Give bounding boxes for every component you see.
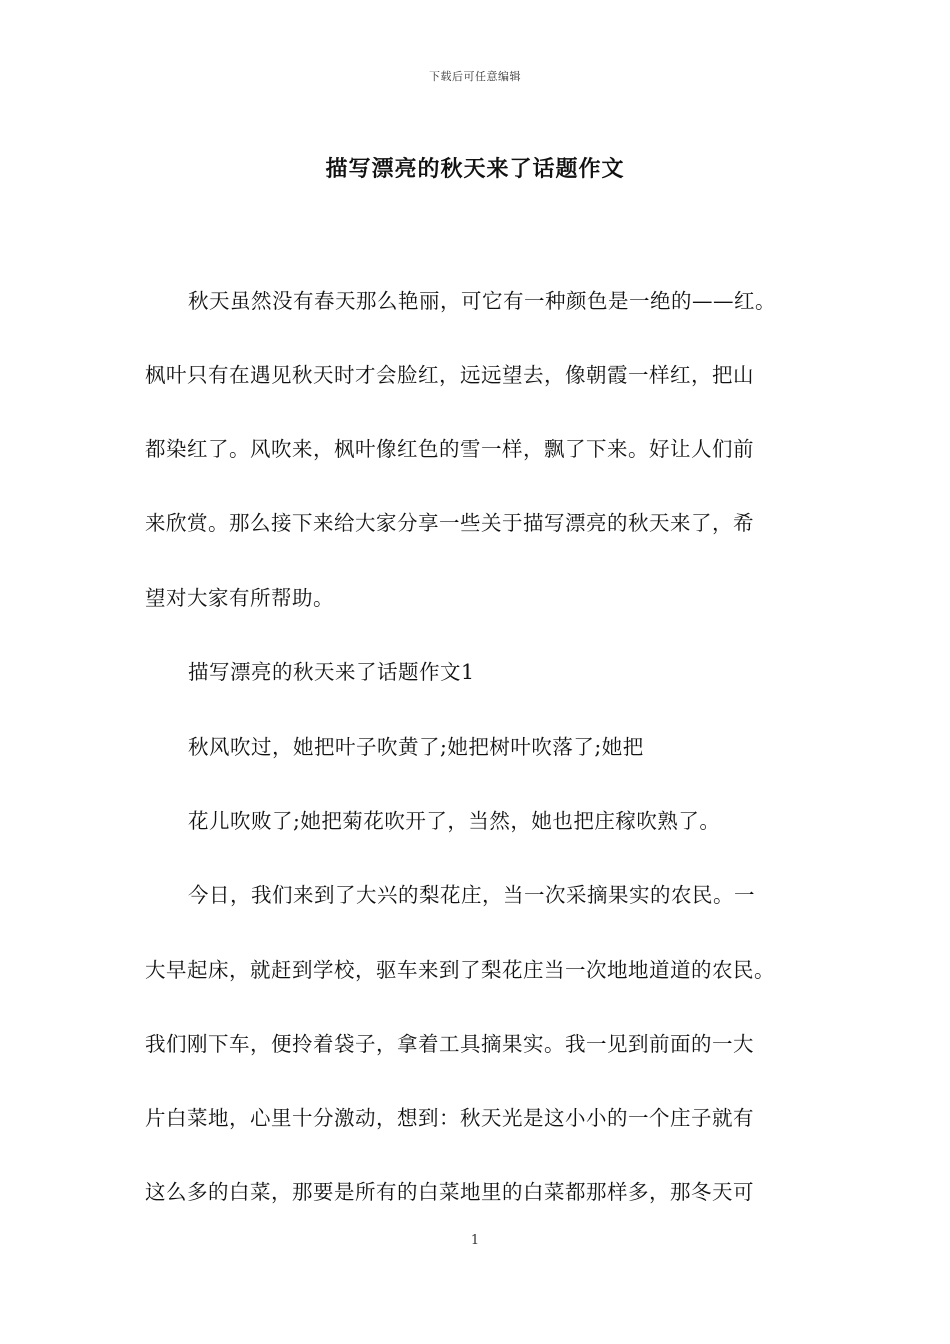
paragraph-line: 今日，我们来到了大兴的梨花庄，当一次采摘果实的农民。一: [188, 883, 755, 907]
header-note: 下载后可任意编辑: [429, 70, 521, 83]
paragraph-line: 秋天虽然没有春天那么艳丽，可它有一种颜色是一绝的——红。: [188, 289, 776, 313]
document-title: 描写漂亮的秋天来了话题作文: [325, 156, 625, 182]
paragraph-line: 我们刚下车，便拎着袋子，拿着工具摘果实。我一见到前面的一大: [145, 1032, 754, 1056]
section-heading: 描写漂亮的秋天来了话题作文1: [188, 660, 475, 684]
paragraph-line: 望对大家有所帮助。: [145, 586, 334, 610]
paragraph-line: 枫叶只有在遇见秋天时才会脸红，远远望去，像朝霞一样红，把山: [145, 363, 754, 387]
paragraph-line: 来欣赏。那么接下来给大家分享一些关于描写漂亮的秋天来了，希: [145, 511, 754, 535]
paragraph-line: 这么多的白菜，那要是所有的白菜地里的白菜都那样多，那冬天可: [145, 1180, 754, 1204]
paragraph-line: 大早起床，就赶到学校，驱车来到了梨花庄当一次地地道道的农民。: [145, 958, 775, 982]
paragraph-line: 秋风吹过，她把叶子吹黄了;她把树叶吹落了;她把: [188, 735, 644, 759]
paragraph-line: 花儿吹败了;她把菊花吹开了，当然，她也把庄稼吹熟了。: [188, 809, 721, 833]
paragraph-line: 片白菜地，心里十分激动，想到：秋天光是这小小的一个庄子就有: [145, 1106, 754, 1130]
page-number: 1: [470, 1233, 480, 1248]
paragraph-line: 都染红了。风吹来，枫叶像红色的雪一样，飘了下来。好让人们前: [145, 437, 754, 461]
